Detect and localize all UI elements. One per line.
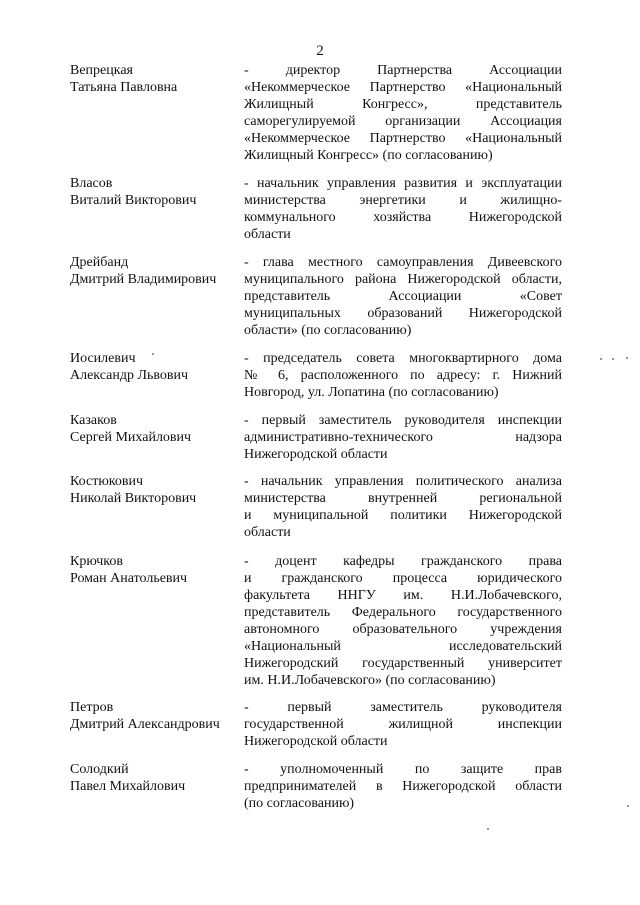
member-given-names: Павел Михайлович xyxy=(70,779,186,794)
position-line: муниципального района Нижегородской области, xyxy=(244,272,562,287)
position-line: «Некоммерческое Партнерство «Национальный xyxy=(244,131,562,146)
member-given-names: Дмитрий Александрович xyxy=(70,717,220,732)
member-position xyxy=(244,254,562,339)
page-number: 2 xyxy=(316,43,324,59)
position-line: - директор Партнерства Ассоциации xyxy=(244,63,562,78)
member-name xyxy=(70,473,240,507)
member-position xyxy=(244,761,562,812)
member-surname: Солодкий xyxy=(70,762,129,777)
member-surname: Иосилевич xyxy=(70,351,136,366)
member-position xyxy=(244,62,562,164)
position-line: министерства энергетики и жилищно- xyxy=(244,193,562,208)
member-position xyxy=(244,175,562,243)
position-line: им. Н.И.Лобачевского» (по согласованию) xyxy=(244,673,496,688)
position-line: Нижегородский государственный университет xyxy=(244,656,562,671)
position-line: Нижегородской области xyxy=(244,447,388,462)
position-line: «Национальный исследовательский xyxy=(244,639,562,654)
member-position xyxy=(244,473,562,541)
member-name xyxy=(70,761,240,795)
member-position xyxy=(244,350,562,401)
position-line: - начальник управления политического анализа xyxy=(244,474,562,489)
position-line: области» (по согласованию) xyxy=(244,323,412,338)
position-line: Жилищный Конгресс», представитель xyxy=(244,97,562,112)
scan-speck xyxy=(612,358,614,360)
position-line: административно-технического надзора xyxy=(244,430,562,445)
position-line: области xyxy=(244,525,291,540)
scan-speck xyxy=(626,357,628,359)
scan-speck xyxy=(600,358,602,360)
member-surname: Вепрецкая xyxy=(70,63,133,78)
member-name xyxy=(70,412,240,446)
member-position xyxy=(244,699,562,750)
position-line: - первый заместитель руководителя xyxy=(244,700,562,715)
position-line: коммунального хозяйства Нижегородской xyxy=(244,210,562,225)
member-name xyxy=(70,350,240,384)
position-line: - начальник управления развития и эксплуатации xyxy=(244,176,562,191)
member-surname: Крючков xyxy=(70,554,124,569)
position-line: (по согласованию) xyxy=(244,796,355,811)
member-given-names: Александр Львович xyxy=(70,368,189,383)
position-line: Жилищный Конгресс» (по согласованию) xyxy=(244,148,493,163)
position-line: саморегулируемой организации Ассоциация xyxy=(244,114,562,129)
position-line: факультета ННГУ им. Н.И.Лобачевского, xyxy=(244,588,562,603)
member-surname: Петров xyxy=(70,700,114,715)
member-position xyxy=(244,553,562,689)
scan-speck xyxy=(627,805,629,807)
position-line: «Некоммерческое Партнерство «Национальный xyxy=(244,80,562,95)
position-line: области xyxy=(244,227,291,242)
position-line: и муниципальной политики Нижегородской xyxy=(244,508,562,523)
position-line: предпринимателей в Нижегородской области xyxy=(244,779,562,794)
position-line: Нижегородской области xyxy=(244,734,388,749)
position-line: и гражданского процесса юридического xyxy=(244,571,562,586)
position-line: - первый заместитель руководителя инспекции xyxy=(244,413,562,428)
scan-speck xyxy=(152,353,154,355)
position-line: Новгород, ул. Лопатина (по согласованию) xyxy=(244,385,499,400)
member-name xyxy=(70,699,240,733)
member-given-names: Дмитрий Владимирович xyxy=(70,272,217,287)
member-given-names: Сергей Михайлович xyxy=(70,430,192,445)
position-line: - уполномоченный по защите прав xyxy=(244,762,562,777)
position-line: муниципальных образований Нижегородской xyxy=(244,306,562,321)
member-given-names: Роман Анатольевич xyxy=(70,571,188,586)
member-name xyxy=(70,175,240,209)
member-given-names: Николай Викторович xyxy=(70,491,197,506)
position-line: - доцент кафедры гражданского права xyxy=(244,554,562,569)
position-line: - председатель совета многоквартирного дома xyxy=(244,351,562,366)
member-given-names: Татьяна Павловна xyxy=(70,80,178,95)
position-line: государственной жилищной инспекции xyxy=(244,717,562,732)
member-position xyxy=(244,412,562,463)
member-surname: Дрейбанд xyxy=(70,255,129,270)
member-name xyxy=(70,254,240,288)
member-surname: Костюкович xyxy=(70,474,144,489)
member-name xyxy=(70,553,240,587)
position-line: представитель Ассоциации «Совет xyxy=(244,289,562,304)
position-line: № 6, расположенного по адресу: г. Нижний xyxy=(244,368,562,383)
scan-speck xyxy=(487,828,489,830)
position-line: автономного образовательного учреждения xyxy=(244,622,562,637)
member-given-names: Виталий Викторович xyxy=(70,193,197,208)
position-line: министерства внутренней региональной xyxy=(244,491,562,506)
member-name xyxy=(70,62,240,96)
member-surname: Власов xyxy=(70,176,113,191)
member-surname: Казаков xyxy=(70,413,117,428)
position-line: представитель Федерального государственного xyxy=(244,605,562,620)
position-line: - глава местного самоуправления Дивеевского xyxy=(244,255,562,270)
